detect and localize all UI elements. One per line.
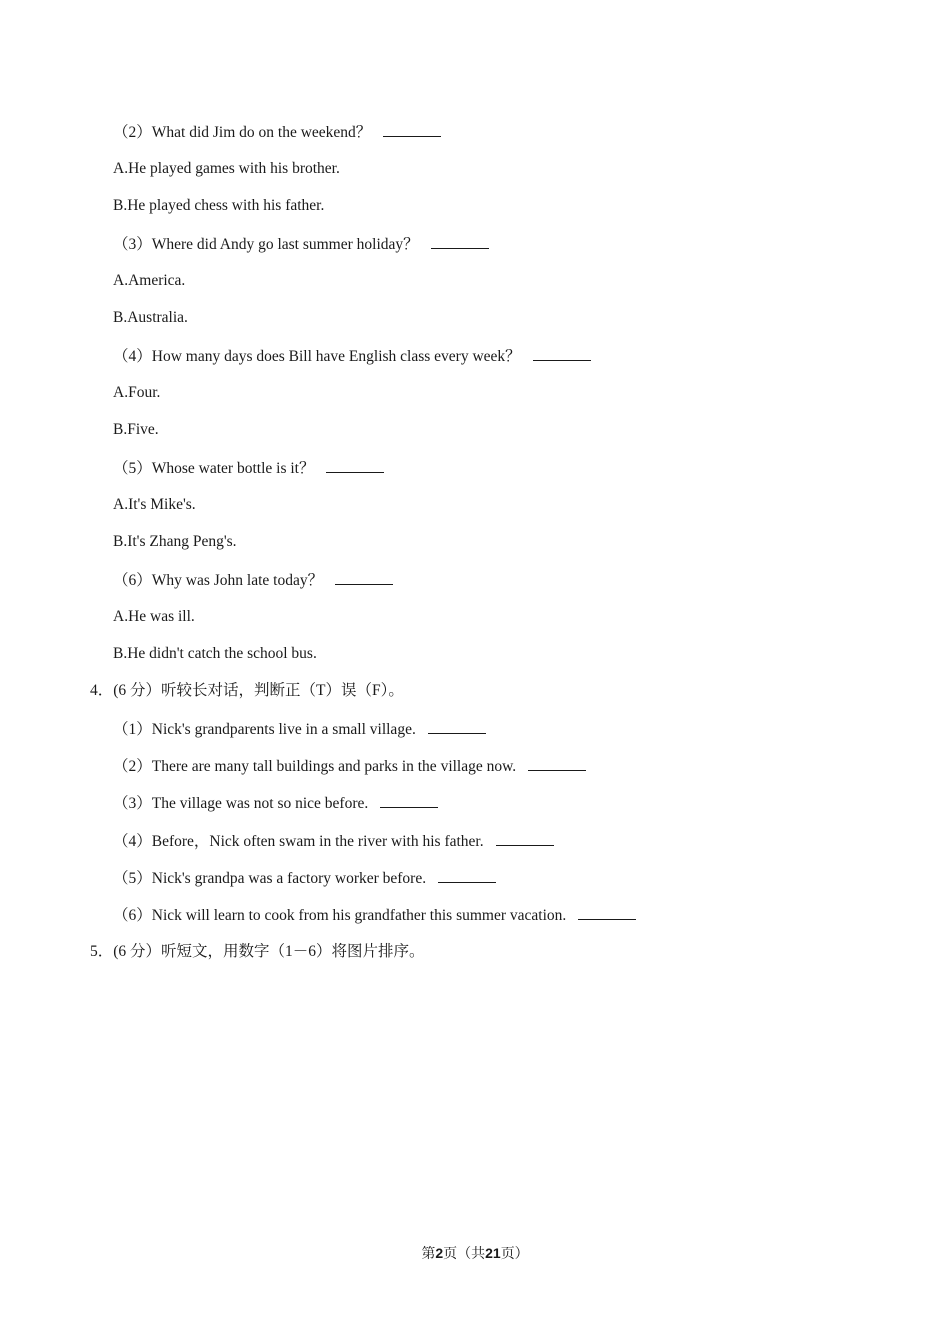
tf-item: （4）Before，Nick often swam in the river with his father. bbox=[113, 831, 554, 852]
question-4: （4）How many days does Bill have English class every week？ bbox=[113, 346, 591, 367]
tf-item: （3）The village was not so nice before. bbox=[113, 793, 438, 814]
option-b: B.It's Zhang Peng's. bbox=[113, 533, 237, 550]
option-a: A.He was ill. bbox=[113, 608, 195, 625]
page-footer: 第2页（共21页） bbox=[421, 1245, 529, 1262]
option-b: B.Five. bbox=[113, 421, 159, 438]
answer-blank[interactable] bbox=[380, 793, 438, 808]
answer-blank[interactable] bbox=[431, 234, 489, 249]
question-6: （6）Why was John late today？ bbox=[113, 570, 393, 591]
answer-blank[interactable] bbox=[335, 570, 393, 585]
question-3: （3）Where did Andy go last summer holiday？ bbox=[113, 234, 489, 255]
answer-blank[interactable] bbox=[326, 458, 384, 473]
tf-item: （1）Nick's grandparents live in a small village. bbox=[113, 719, 486, 740]
answer-blank[interactable] bbox=[528, 756, 586, 771]
option-b: B.Australia. bbox=[113, 309, 188, 326]
answer-blank[interactable] bbox=[383, 122, 441, 137]
answer-blank[interactable] bbox=[533, 346, 591, 361]
total-pages: 21 bbox=[485, 1245, 501, 1261]
tf-item: （2）There are many tall buildings and parks in the village now. bbox=[113, 756, 586, 777]
section-4-heading: 4．(6 分）听较长对话，判断正（T）误（F）。 bbox=[90, 682, 404, 699]
page-number: 2 bbox=[435, 1245, 444, 1261]
section-5-heading: 5．(6 分）听短文，用数字（1－6）将图片排序。 bbox=[90, 943, 425, 960]
question-5: （5）Whose water bottle is it？ bbox=[113, 458, 384, 479]
option-b: B.He played chess with his father. bbox=[113, 197, 325, 214]
option-b: B.He didn't catch the school bus. bbox=[113, 645, 317, 662]
tf-item: （6）Nick will learn to cook from his grandfather this summer vacation. bbox=[113, 905, 636, 926]
tf-item: （5）Nick's grandpa was a factory worker before. bbox=[113, 868, 496, 889]
answer-blank[interactable] bbox=[496, 831, 554, 846]
answer-blank[interactable] bbox=[578, 905, 636, 920]
option-a: A.It's Mike's. bbox=[113, 496, 196, 513]
answer-blank[interactable] bbox=[428, 719, 486, 734]
option-a: A.Four. bbox=[113, 384, 161, 401]
question-2: （2）What did Jim do on the weekend？ bbox=[113, 122, 441, 143]
answer-blank[interactable] bbox=[438, 868, 496, 883]
option-a: A.He played games with his brother. bbox=[113, 160, 340, 177]
option-a: A.America. bbox=[113, 272, 186, 289]
